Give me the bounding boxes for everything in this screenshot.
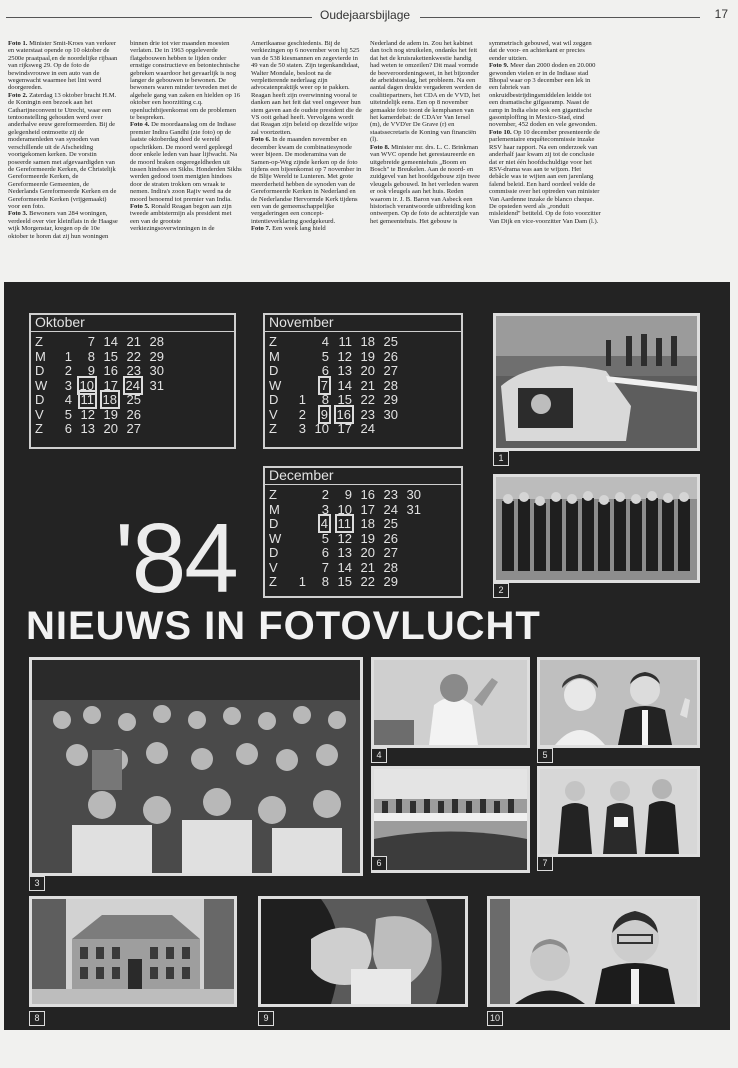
weekday-label: Z [35, 334, 43, 349]
calendar-date [375, 422, 398, 437]
calendar-date: 23 [126, 363, 141, 378]
caption-paragraph: Foto 4. De moordaanslag om de Indiase premier Indira Gandhi (zie foto) op de laatste oktoberdag deed de wereld opschrikken. De moord werd gepleegd door enkele leden van haar lijfwacht. Na de moord braken ongeregeldheden uit tussen hindoes en Sikhs. Honderden Sikhs werden gedood toen menigten hindoes door de straten trokken om wraak te nemen. Indira's zoon Rajiv werd na de moord benoemd tot premier van India. [130, 121, 242, 203]
calendar-date [283, 335, 306, 350]
calendar-date: 30 [383, 406, 398, 422]
caption-paragraph: symmetrisch gebouwd, wat wil zeggen dat de voor- en achterkant er precies eender uitzien. [489, 40, 592, 62]
calendar-date: 17 [103, 377, 118, 393]
calendar-date: 17 [360, 501, 375, 517]
text-column-4 [370, 40, 482, 225]
calendar-date: 1 [298, 574, 306, 589]
calendar-date: 30 [149, 363, 164, 378]
photo-7-cabinet-politicians [537, 766, 700, 857]
calendar-date: 13 [337, 545, 352, 560]
calendar-date: 3 [64, 377, 72, 393]
weekday-label: M [269, 501, 280, 517]
calendar-grid [35, 335, 164, 437]
weekday-label: D [269, 545, 279, 560]
calendar-date: 2 [298, 406, 306, 422]
calendar-date: 26 [383, 348, 398, 364]
caption-paragraph: Foto 1. Minister Smit-Kroes van verkeer en waterstaat opende op 10 oktober de 2500e praatpaal,en de noordelijke rijbaan van rijksweg 29. Op de foto de bewindsvrouwe in een auto van de wegenwacht waarmee het lint werd doorgereden. [8, 40, 118, 92]
photo-number: 9 [258, 1011, 274, 1026]
page-number: 17 [714, 7, 728, 21]
calendar-date [49, 335, 72, 350]
calendar-date [283, 546, 306, 561]
calendar-date: 5 [321, 530, 329, 546]
calendar-date: 8 [321, 392, 329, 407]
calendar-date: 19 [103, 406, 118, 422]
calendar-month-title: December [269, 467, 334, 483]
calendar-date [141, 393, 164, 408]
weekday-label: D [35, 363, 45, 378]
calendar-date: 14 [103, 334, 118, 349]
calendar-date: 24 [383, 501, 398, 517]
calendar-row [35, 364, 164, 379]
calendar-date [283, 517, 306, 532]
calendar-date: 27 [383, 363, 398, 378]
calendar-date: 3 [321, 501, 329, 517]
calendar-date: 23 [383, 487, 398, 502]
calendar-date: 13 [337, 363, 352, 378]
caption-paragraph: Nederland de adem in. Zou het kabinet dan toch nog struikelen, ondanks het feit dat het de kruisrakettenkwestie handig had weten te omzeilen? Dit maal vormde de beeveroordeningswet, in het bijzonder de arbeidstoeslag, het probleem. Na een aantal dagen drukte vergaderen werden de coalitiepartners, het CDA en de VVD, het uiteindelijk eens. Een op 8 november gemaakte foto toont de kemphanen van het kamerdebat: de CDA'er Van Iersel (m), de VVD'er De Grave (r) en staatssecretaris de Koning van financiën (l). [370, 40, 482, 144]
calendar-date: 14 [337, 559, 352, 575]
calendar-date: 16 [336, 406, 351, 422]
weekday-label: V [35, 406, 44, 422]
weekday-label: Z [269, 421, 277, 436]
weekday-label: Z [269, 334, 277, 349]
calendar-date [283, 488, 306, 503]
photo-number: 7 [537, 856, 553, 871]
calendar-date: 22 [360, 574, 375, 589]
calendar-row [35, 350, 164, 365]
weekday-label: D [269, 392, 279, 407]
caption-paragraph: Foto 6. In de maanden november en december kwam de combinatiesynode weer bijeen. De moderamina van de Samen-op-Weg zijnde kerken op de foto tijdens een bijeenkomst op 7 november in de Blije Wereld te Lunteren. Met grote meerderheid hebben de synoden van de Gereformeerde Kerken in Nederland en de Nederlandse Hervormde Kerk tijdens een van de gemeenschappelijke vergaderingen een concept-intentieverklaring goedgekeurd. [251, 136, 362, 225]
calendar-date: 29 [383, 574, 398, 589]
text-column-3 [251, 40, 363, 233]
calendar-date: 16 [360, 487, 375, 502]
calendar-date [398, 517, 421, 532]
calendar-date: 5 [64, 406, 72, 422]
calendar-date: 31 [149, 377, 164, 393]
weekday-label: W [35, 377, 48, 393]
calendar-date: 16 [103, 363, 118, 378]
calendar-date: 1 [64, 348, 72, 364]
calendar-date: 7 [87, 334, 95, 349]
text-column-1 [8, 40, 120, 240]
calendar-date: 22 [360, 392, 375, 407]
photo-9-bhopal-victims [258, 896, 468, 1007]
calendar-date: 25 [383, 516, 398, 531]
headline: NIEUWS IN FOTOVLUCHT [26, 604, 541, 648]
calendar-date: 31 [406, 501, 421, 517]
weekday-label: Z [269, 574, 277, 589]
calendar-date: 17 [337, 421, 352, 436]
calendar-row [35, 422, 164, 437]
calendar-date: 29 [383, 392, 398, 407]
caption-paragraph: Foto 3. Bewoners van 284 woningen, verdeeld over vier kleinflats in de Haagse wijk Morgenstar, kregen op de 10e oktober te horen dat zij hun woningen [8, 210, 118, 240]
calendar-date: 21 [126, 334, 141, 349]
photo-number: 6 [371, 856, 387, 871]
calendar-date: 7 [321, 559, 329, 575]
calendar-date [283, 364, 306, 379]
calendar-date: 24 [125, 377, 140, 393]
text-column-5 [489, 40, 601, 225]
calendar-date: 8 [321, 574, 329, 589]
photo-number: 10 [487, 1011, 503, 1026]
calendar-date: 26 [383, 530, 398, 546]
calendar-date: 24 [360, 421, 375, 436]
calendar-date [283, 503, 306, 518]
caption-paragraph: Foto 7. Een week lang hield [251, 225, 326, 233]
calendar-row [35, 393, 164, 408]
calendar-date: 20 [360, 363, 375, 378]
calendar-date: 19 [360, 348, 375, 364]
calendar-date: 6 [64, 421, 72, 436]
weekday-label: D [35, 392, 45, 407]
calendar-date: 4 [64, 392, 72, 407]
calendar-title-rule [265, 484, 461, 485]
photo-3-tenants-meeting [29, 657, 363, 876]
calendar-date: 28 [383, 377, 398, 393]
calendar-date [283, 532, 306, 547]
caption-paragraph: binnen drie tot vier maanden moesten verlaten. De in 1963 opgeleverde flatgebouwen hebben te lijden onder ernstige constructieve en betontechnische gebreken waardoor het gevaarlijk is nog langer de gebouwen te bewonen. De bewoners waren minder tevreden met de algehele gang van zaken en hielden op 16 oktober een hoorzitting c.q. openluchtbijeenkomst om de problemen te bespreken. [130, 40, 241, 122]
calendar-date: 21 [360, 559, 375, 575]
calendar-date [141, 422, 164, 437]
calendar-date: 4 [321, 334, 329, 349]
photo-number: 2 [493, 583, 509, 598]
calendar-date: 20 [103, 421, 118, 436]
caption-paragraph: Foto 8. Minister mr. drs. L. C. Brinkman van WVC opende het gerestaureerde en uitgebreide gemeentehuis „Boom en Bosch" te Breukelen. Aan de noord- en zuidgevel van het hoofdgebouw zijn twee vleugels gebouwd. In het verleden waren er ook vleugels aan het huis. Reden waarom ir. J. B. Baron van Asbeck een historisch verantwoorde uitbreiding kon ontwerpen. Op de foto de achterzijde van het gemeentehuis. Het gebouw is [370, 143, 481, 225]
weekday-label: W [269, 530, 282, 546]
calendar-title-rule [265, 331, 461, 332]
calendar-date: 2 [321, 487, 329, 502]
calendar-row [269, 575, 421, 590]
calendar-date: 27 [383, 545, 398, 560]
calendar-date: 19 [360, 530, 375, 546]
calendar-date [141, 408, 164, 423]
calendar-date: 13 [80, 421, 95, 436]
calendar-date [283, 379, 306, 394]
calendar-date: 10 [79, 377, 94, 393]
calendar-date: 15 [103, 348, 118, 364]
calendar-month-title: Oktober [35, 314, 85, 330]
photo-number: 4 [371, 748, 387, 763]
caption-paragraph: Foto 5. Ronald Reagan begon aan zijn tweede ambtstermijn als president met een van de grootste verkiezingsoverwinningen in de [130, 202, 232, 233]
calendar-grid [269, 335, 398, 437]
calendar-date: 14 [337, 377, 352, 393]
calendar-date [398, 561, 421, 576]
calendar-row [269, 503, 421, 518]
calendar-date: 22 [126, 348, 141, 364]
header-rule-left [6, 17, 312, 18]
calendar-month-title: November [269, 314, 334, 330]
calendar-date: 9 [320, 406, 328, 422]
weekday-label: V [269, 406, 278, 422]
calendar-row [269, 393, 398, 408]
calendar-row [269, 364, 398, 379]
calendar-row [269, 546, 421, 561]
photo-number: 8 [29, 1011, 45, 1026]
calendar-date: 6 [321, 363, 329, 378]
weekday-label: V [269, 559, 278, 575]
calendar-date: 11 [338, 334, 352, 349]
weekday-label: M [35, 348, 46, 364]
photo-number: 3 [29, 876, 45, 891]
calendar-date: 9 [87, 363, 95, 378]
calendar-date [398, 532, 421, 547]
text-column-2 [130, 40, 242, 233]
header-rule-right [420, 17, 700, 18]
calendar-row [269, 350, 398, 365]
calendar-date [283, 350, 306, 365]
calendar-date: 8 [87, 348, 95, 364]
calendar-date: 18 [102, 392, 117, 407]
calendar-date: 10 [337, 501, 352, 517]
calendar-date: 2 [64, 363, 72, 378]
photo-1-minister-highway [493, 313, 700, 451]
calendar-date: 15 [337, 574, 352, 589]
calendar-row [35, 408, 164, 423]
calendar-date: 12 [337, 348, 352, 364]
caption-paragraph: Foto 9. Meer dan 2000 doden en 20.000 gewonden vielen er in de Indiase stad Bhopal waar op 3 december een lek in een fabriek van onkruidbestrijdingsmiddelen leidde tot een dramatische gifgasramp. Naast de ramp in India elste ook een gigantische gasontploffing in Mexico-Stad, eind november, 452 doden en vele gewonden. [489, 62, 597, 129]
calendar-date: 9 [344, 487, 352, 502]
weekday-label: W [269, 377, 282, 393]
calendar-date: 6 [321, 545, 329, 560]
calendar-row [269, 517, 421, 532]
calendar-row [269, 422, 398, 437]
calendar-date: 27 [126, 421, 141, 436]
supplement-title: Oudejaarsbijlage [320, 8, 411, 22]
page-header [6, 8, 730, 24]
calendar-date [398, 546, 421, 561]
calendar-date: 7 [320, 377, 328, 393]
calendar-row [269, 561, 421, 576]
calendar-november [263, 313, 463, 449]
calendar-date: 18 [360, 334, 375, 349]
calendar-date: 15 [337, 392, 352, 407]
caption-paragraph: Amerikaanse geschiedenis. Bij de verkiezingen op 6 november won hij 525 van de 538 kiesmannen en zegevierde in 49 van de 50 staten. Zijn tegenkandidaat, Walter Mondale, besloot na de verpletterende nederlaag zijn advocatenpraktijk weer op te pakken. Reagan heeft zijn overwinning vooral te danken aan het feit dat veel ongeveer hun stem gaven aan de oudste president die de VS ooit gehad heeft. Vervolgens wordt dat Reagan zijn beleid op dezelfde wijze zal voortzetten. [251, 40, 362, 136]
weekday-label: D [269, 363, 279, 378]
calendar-title-rule [31, 331, 234, 332]
calendar-date: 21 [360, 377, 375, 393]
photo-2-queen-group [493, 474, 700, 583]
calendar-row [269, 379, 398, 394]
weekday-label: Z [35, 421, 43, 436]
calendar-date [283, 561, 306, 576]
calendar-date: 28 [149, 334, 164, 349]
calendar-date: 4 [320, 516, 328, 531]
calendar-row [269, 335, 398, 350]
weekday-label: M [269, 348, 280, 364]
photo-6-synod-meeting [371, 766, 530, 873]
weekday-label: D [269, 516, 279, 531]
calendar-date: 12 [80, 406, 95, 422]
calendar-december [263, 466, 463, 598]
calendar-date: 25 [126, 392, 141, 407]
calendar-date: 28 [383, 559, 398, 575]
calendar-date: 5 [321, 348, 329, 364]
year-mark: '84 [115, 503, 237, 613]
photo-number: 1 [493, 451, 509, 466]
calendar-date: 11 [80, 392, 94, 407]
calendar-date: 26 [126, 406, 141, 422]
photo-8-town-hall [29, 896, 237, 1007]
calendar-oktober [29, 313, 236, 449]
calendar-row [35, 379, 164, 394]
calendar-date: 3 [298, 421, 306, 436]
weekday-label: Z [269, 487, 277, 502]
calendar-date: 18 [360, 516, 375, 531]
calendar-date [398, 575, 421, 590]
calendar-date: 25 [383, 334, 398, 349]
calendar-row [269, 488, 421, 503]
photo-4-indira-gandhi [371, 657, 530, 748]
calendar-row [269, 408, 398, 423]
photo-5-reagan-couple [537, 657, 700, 748]
caption-paragraph: Foto 10. Op 10 december presenteerde de parlementaire enquêtecommissie inzake RSV haar rapport. Na een onderzoek van anderhalf jaar kwam zij tot de conclusie dat er niet één hoofdschuldige voor het RSV-drama was aan te wijzen. Het debâcle was te wijten aan een jarenlang falend beleid. Een hard oordeel velde de commissie over het optreden van minister Van Aardenne inzake de blanco cheque. De opsteden werd als „ronduit misleidend" betiteld. Op de foto voorzitter Van Dijk en vice-voorzitter Van Dam (l.). [489, 128, 601, 225]
calendar-date: 29 [149, 348, 164, 364]
calendar-date: 10 [314, 421, 329, 436]
caption-paragraph: Foto 2. Zaterdag 13 oktober bracht H.M. de Koningin een bezoek aan het Catharijneconvent te Utrecht, waar een tentoonstelling gehouden werd over anderhalve eeuw gereformeerden. Bij de gelegenheid ontmoette zij de moderamenleden van synoden van verschillende uit de Afscheiding voortgekomen kerken. De vorstin poseerde samen met afgevaardigden van de Gereformeerde Kerken, de Christelijk Gereformeerde Kerken, de Gereformeerde Gemeenten, de Nederlands Gereformeerde Kerken en de Gereformeerde Kerken (vrijgemaakt) voor een foto. [8, 91, 117, 210]
calendar-date: 30 [406, 487, 421, 502]
photo-number: 5 [537, 748, 553, 763]
calendar-date: 1 [298, 392, 306, 407]
calendar-date: 11 [337, 516, 351, 531]
calendar-row [35, 335, 164, 350]
calendar-date: 23 [360, 406, 375, 422]
calendar-grid [269, 488, 421, 590]
calendar-row [269, 532, 421, 547]
calendar-date: 20 [360, 545, 375, 560]
photo-10-rsv-commission [487, 896, 700, 1007]
calendar-date: 12 [337, 530, 352, 546]
